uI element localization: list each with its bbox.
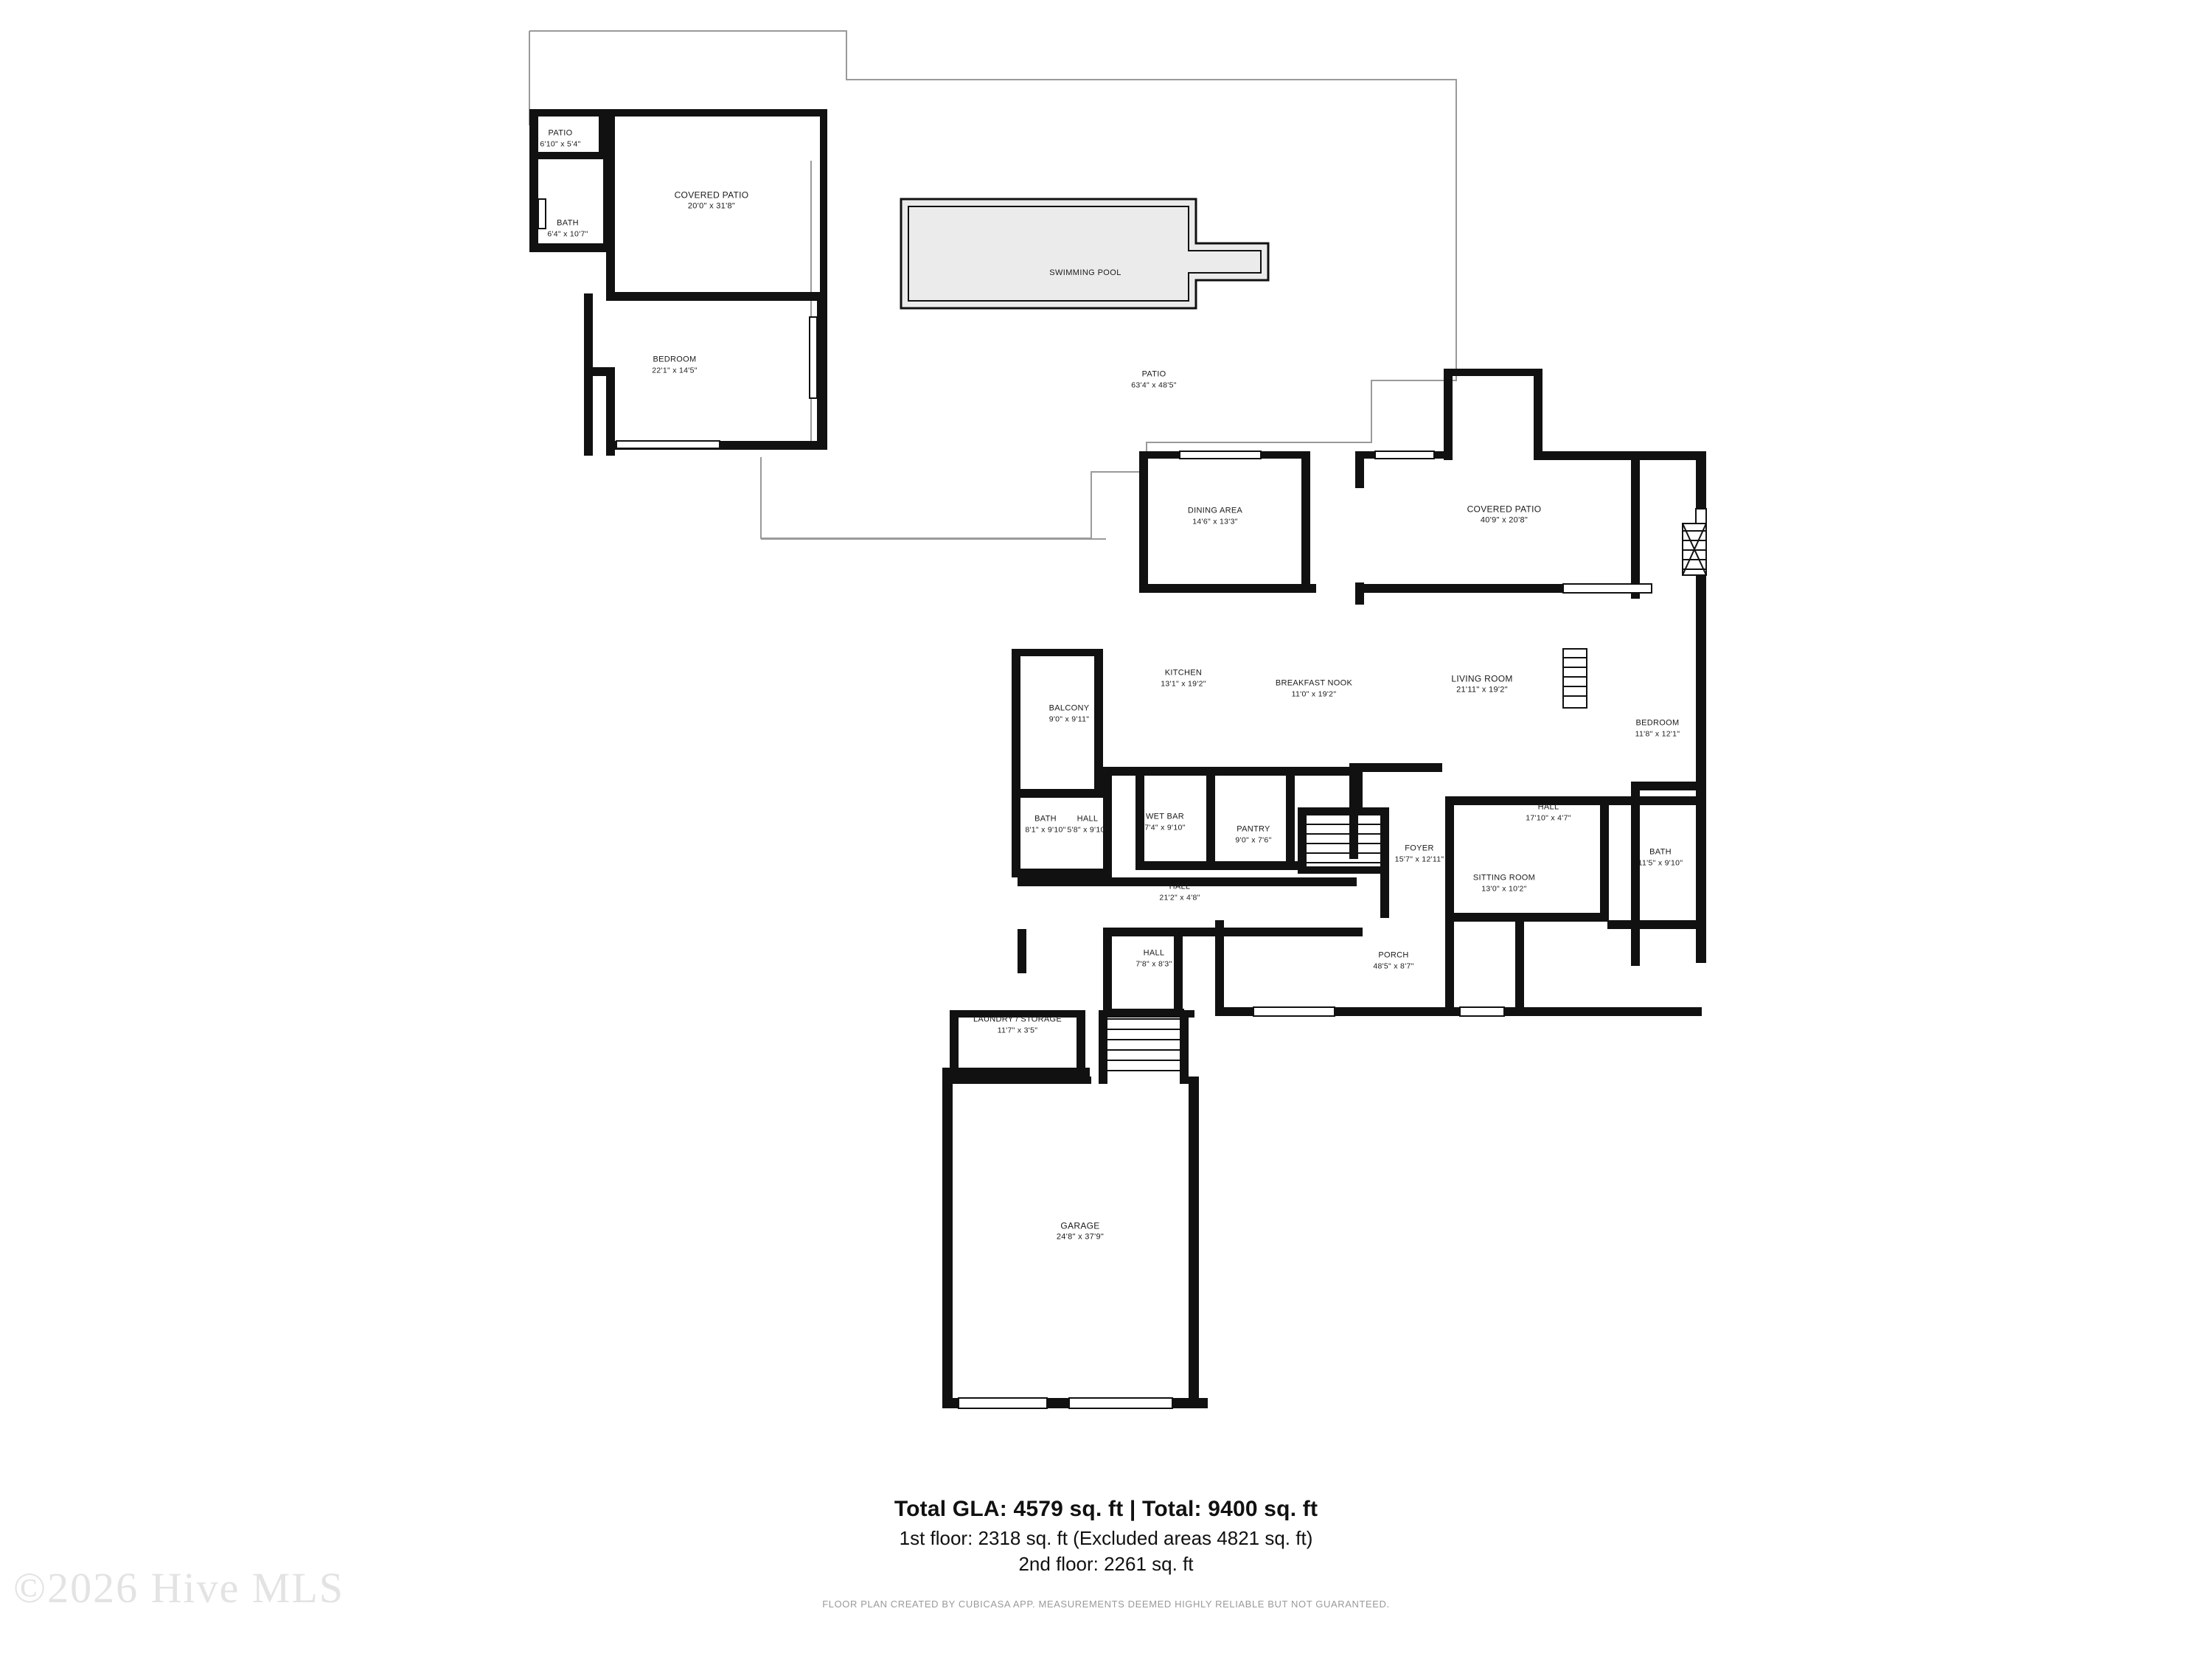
room-dimensions: 48'5" x 8'7"	[1373, 961, 1414, 971]
room-dimensions: 21'11" x 19'2"	[1456, 685, 1508, 695]
room-name: BALCONY	[1048, 703, 1090, 713]
disclaimer-text: FLOOR PLAN CREATED BY CUBICASA APP. MEASUREMENTS DEEMED HIGHLY RELIABLE BUT NOT GUARANTEED.	[822, 1599, 1390, 1610]
room-name: PORCH	[1378, 950, 1409, 960]
room-dimensions: 20'0" x 31'8"	[687, 201, 736, 211]
swimming-pool	[901, 199, 1268, 308]
room-name: KITCHEN	[1164, 668, 1203, 678]
room-name: BEDROOM	[653, 355, 697, 364]
room-name: GARAGE	[1060, 1220, 1100, 1231]
room-name: BATH	[1649, 847, 1672, 857]
room-dimensions: 17'10" x 4'7"	[1526, 813, 1571, 823]
room-name: DINING AREA	[1187, 506, 1243, 515]
room-name: PATIO	[1141, 369, 1166, 379]
watermark: ©2026 Hive MLS	[13, 1564, 345, 1612]
room-dimensions: 7'4" x 9'10"	[1144, 823, 1186, 832]
room-name: BATH	[557, 218, 579, 228]
room-dimensions: 6'4" x 10'7"	[547, 229, 588, 239]
room-name: BEDROOM	[1635, 718, 1680, 728]
room-dimensions: 11'5" x 9'10"	[1638, 858, 1683, 868]
room-name: LIVING ROOM	[1451, 673, 1513, 684]
room-name: SITTING ROOM	[1472, 873, 1536, 883]
pool-label: SWIMMING POOL	[1049, 268, 1121, 277]
room-dimensions: 63'4" x 48'5"	[1131, 380, 1177, 390]
room-name: HALL	[1537, 802, 1559, 812]
guest-house-walls	[529, 109, 827, 456]
summary-total-line: Total GLA: 4579 sq. ft | Total: 9400 sq. ft	[894, 1497, 1318, 1521]
room-name: COVERED PATIO	[1467, 504, 1542, 515]
room-name: BATH	[1034, 814, 1057, 824]
room-dimensions: 11'0" x 19'2"	[1291, 689, 1337, 699]
room-dimensions: 15'7" x 12'11"	[1394, 855, 1444, 864]
room-name: HALL	[1169, 882, 1191, 891]
room-dimensions: 40'9" x 20'8"	[1480, 515, 1528, 525]
room-name: BREAKFAST NOOK	[1275, 678, 1353, 688]
room-dimensions: 22'1" x 14'5"	[652, 366, 698, 375]
room-dimensions: 13'1" x 19'2"	[1161, 679, 1206, 689]
room-name: HALL	[1077, 814, 1099, 824]
room-dimensions: 9'0" x 7'6"	[1235, 835, 1272, 845]
room-name: PATIO	[548, 128, 573, 138]
summary-second-floor-line: 2nd floor: 2261 sq. ft	[1018, 1553, 1194, 1575]
room-dimensions: 7'8" x 8'3"	[1135, 959, 1172, 969]
room-dimensions: 24'8" x 37'9"	[1056, 1232, 1105, 1242]
room-name: FOYER	[1405, 844, 1434, 853]
room-name: LAUNDRY / STORAGE	[973, 1015, 1062, 1024]
room-dimensions: 14'6" x 13'3"	[1192, 517, 1238, 526]
guest-house-windows	[538, 199, 817, 448]
main-house-walls	[942, 369, 1706, 1408]
room-name: WET BAR	[1145, 812, 1185, 821]
room-dimensions: 11'8" x 12'1"	[1635, 729, 1680, 739]
room-dimensions: 9'0" x 9'11"	[1048, 714, 1090, 724]
room-dimensions: 6'10" x 5'4"	[540, 139, 581, 149]
room-dimensions: 21'2" x 4'8"	[1159, 893, 1200, 902]
room-dimensions: 5'8" x 9'10"	[1067, 825, 1108, 835]
room-name: HALL	[1143, 948, 1165, 958]
room-dimensions: 13'0" x 10'2"	[1481, 884, 1527, 894]
room-dimensions: 8'1" x 9'10"	[1025, 825, 1066, 835]
room-name: COVERED PATIO	[674, 189, 749, 201]
room-dimensions: 11'7" x 3'5"	[997, 1026, 1038, 1035]
room-name: PANTRY	[1237, 824, 1270, 834]
summary-first-floor-line: 1st floor: 2318 sq. ft (Excluded areas 4821 sq. ft)	[899, 1527, 1313, 1549]
